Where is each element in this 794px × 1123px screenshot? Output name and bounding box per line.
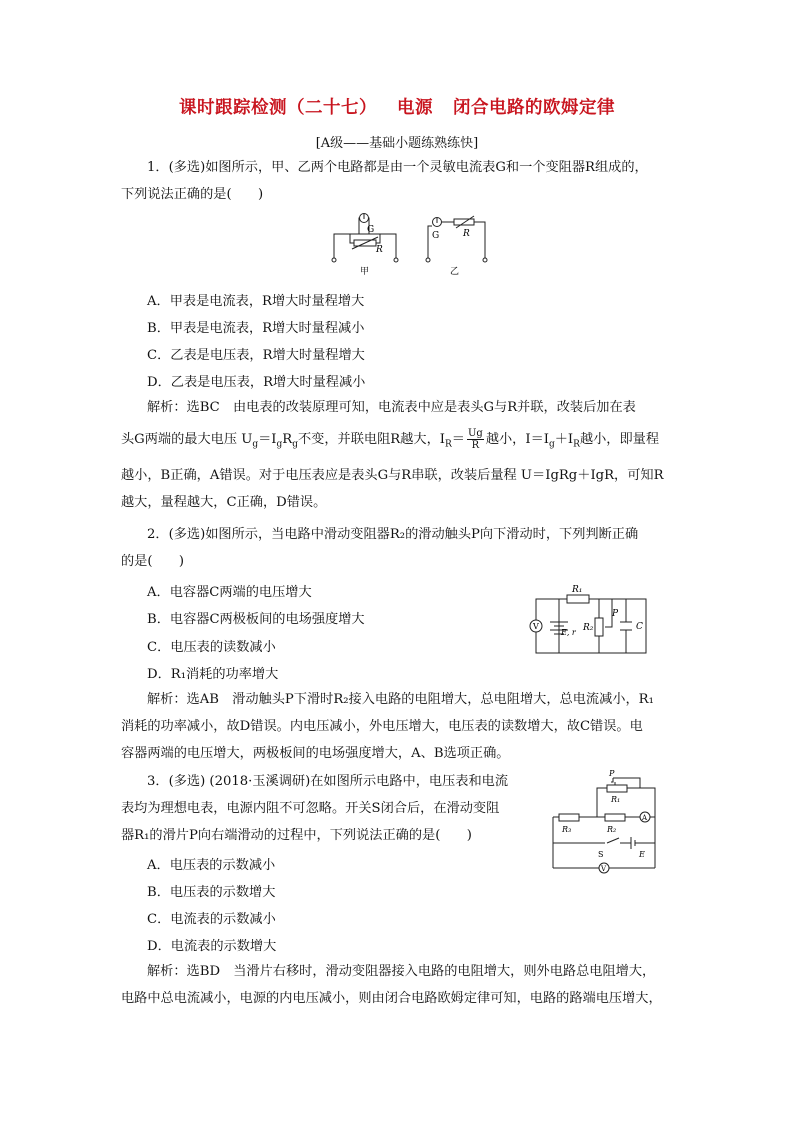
q2-option-d: D．R₁消耗的功率增大: [147, 667, 279, 682]
q1-circuit-figure: [322, 208, 492, 278]
q3-label-r1: R₁: [611, 795, 621, 804]
q1-answer-line1: 解析：选BC 由电表的改装原理可知，电流表中应是表头G与R并联，改装后加在表: [147, 400, 636, 415]
q3-option-b: B．电压表的示数增大: [147, 885, 276, 900]
q2-answer-line3: 容器两端的电压增大，两极板间的电场强度增大，A、B选项正确。: [121, 746, 510, 761]
q1-circuit-jia: [332, 214, 398, 263]
section-heading: [A级——基础小题练熟练快]: [315, 136, 479, 151]
q3-label-e: E: [639, 850, 645, 859]
q2-label-v: V: [533, 622, 539, 631]
q3-label-v: V: [601, 865, 607, 873]
q3-answer-line2: 电路中总电流减小，电源的内电压减小，则由闭合电路欧姆定律可知，电路的路端电压增大，: [121, 991, 662, 1006]
q2-stem-line1: 2．(多选)如图所示，当电路中滑动变阻器R₂的滑动触头P向下滑动时，下列判断正确: [147, 527, 639, 542]
q2-label-c: C: [636, 622, 643, 632]
q3-stem-line2: 表均为理想电表，电源内阻不可忽略。开关S闭合后，在滑动变阻: [121, 801, 500, 816]
q2-option-c: C．电压表的读数减小: [147, 640, 276, 655]
q3-label-r2: R₂: [607, 825, 617, 834]
q1-answer-line2: 头G两端的最大电压 $U_g=I_gR_g$不变，并联电阻R越大，$I_R=$ $\frac{Ug}{R}$ 越小，$I=I_g+I_R$越小，即量程: [121, 428, 660, 451]
q2-option-b: B．电容器C两极板间的电场强度增大: [147, 612, 365, 627]
q3-option-a: A．电压表的示数减小: [147, 858, 276, 873]
q2-answer-line2: 消耗的功率减小，故D错误。内电压减小，外电压增大，电压表的读数增大，故C错误。电: [121, 719, 643, 734]
q1-stem-line2: 下列说法正确的是( ): [121, 187, 264, 202]
q1-label-jia: 甲: [360, 267, 370, 277]
q3-label-s: S: [598, 850, 604, 859]
q1-option-a: A．甲表是电流表，R增大时量程增大: [147, 294, 365, 309]
q3-label-p: P: [609, 770, 615, 778]
q2-answer-line1: 解析：选AB 滑动触头P下滑时R₂接入电路的电阻增大，总电阻增大，总电流减小，R₁: [147, 692, 654, 707]
q1-option-b: B．甲表是电流表，R增大时量程减小: [147, 321, 365, 336]
q2-stem-line2: 的是( ): [121, 554, 185, 569]
q2-label-r1: R₁: [572, 585, 583, 595]
q2-label-er: E, r: [561, 628, 576, 637]
q1-stem-line1: 1．(多选)如图所示，甲、乙两个电路都是由一个灵敏电流表G和一个变阻器R组成的，: [147, 160, 648, 175]
title-part-1: 课时跟踪检测（二十七）: [179, 98, 377, 118]
q3-option-c: C．电流表的示数减小: [147, 912, 276, 927]
q3-stem-line1: 3．(多选) (2018·玉溪调研)在如图所示电路中，电压表和电流: [147, 774, 509, 789]
q2-label-p: P: [612, 609, 619, 619]
q1-option-c: C．乙表是电压表，R增大时量程增大: [147, 348, 365, 363]
q1-label-g1: G: [367, 225, 375, 235]
q1-label-r1: R: [376, 245, 383, 255]
q2-option-a: A．电容器C两端的电压增大: [147, 585, 312, 600]
page-title: [0, 94, 794, 119]
q2-circuit-figure: [522, 582, 654, 660]
q1-answer-line4: 越大，量程越大，C正确，D错误。: [121, 495, 327, 510]
q1-answer-line3: 越小，B正确，A错误。对于电压表应是表头G与R串联，改装后量程 U＝IgRg＋IgR，可知R: [121, 468, 664, 483]
title-part-3: 闭合电路的欧姆定律: [453, 98, 615, 118]
q1-label-g2: G: [432, 231, 440, 241]
q1-label-yi: 乙: [450, 267, 460, 277]
q3-label-a: A: [642, 814, 648, 822]
title-part-2: 电源: [397, 98, 433, 118]
q1-label-r2: R: [463, 229, 470, 239]
q1-fraction: $\frac{Ug}{R}$: [467, 428, 483, 451]
q1-option-d: D．乙表是电压表，R增大时量程减小: [147, 375, 366, 390]
q3-stem-line3: 器R₁的滑片P向右端滑动的过程中，下列说法正确的是( ): [121, 828, 472, 843]
q3-label-r3: R₃: [562, 825, 572, 834]
q3-answer-line1: 解析：选BD 当滑片右移时，滑动变阻器接入电路的电阻增大，则外电路总电阻增大，: [147, 964, 656, 979]
q3-option-d: D．电流表的示数增大: [147, 939, 277, 954]
q2-label-r2: R₂: [583, 623, 594, 633]
q3-circuit-figure: [545, 770, 665, 880]
